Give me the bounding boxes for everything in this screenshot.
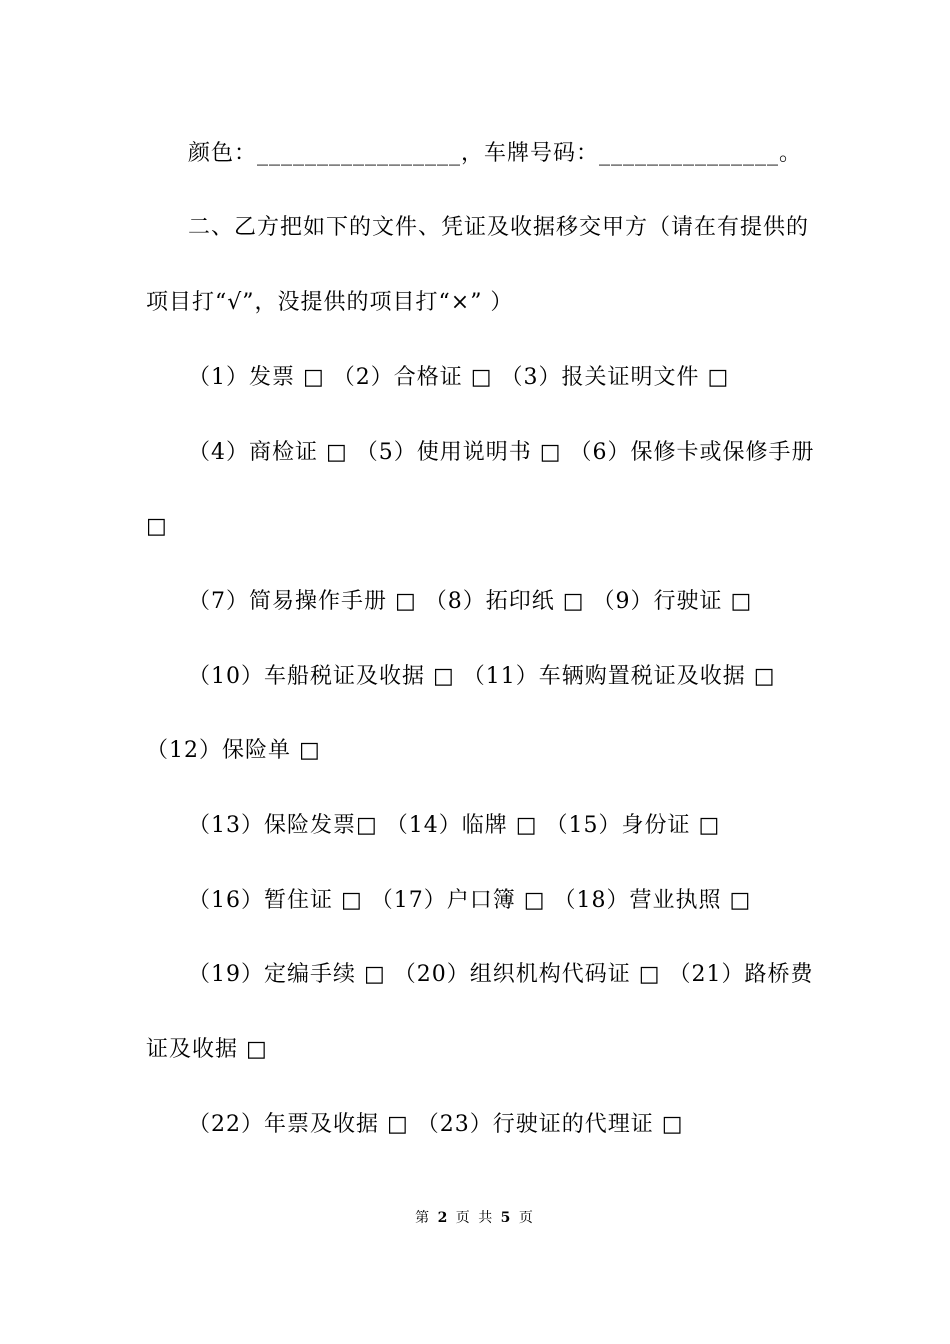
page-footer	[0, 1209, 950, 1227]
checklist-row-1: （1）发票 □ （2）合格证 □ （3）报关证明文件 □	[188, 365, 730, 390]
vehicle-color-plate-line: 颜色：_________________，车牌号码：_______________。	[188, 141, 803, 166]
checklist-row-6: （13）保险发票□ （14）临牌 □ （15）身份证 □	[188, 813, 721, 838]
checklist-row-3: （7）简易操作手册 □ （8）拓印纸 □ （9）行驶证 □	[188, 589, 753, 614]
footer-prefix: 第	[415, 1210, 432, 1226]
total-page-number: 5	[500, 1210, 513, 1226]
checklist-row-5: （12）保险单 □	[146, 738, 321, 763]
section-two-instruction: 项目打“√”，没提供的项目打“×” ）	[146, 290, 514, 315]
checklist-row-8-continued: 证及收据 □	[146, 1037, 268, 1062]
checklist-row-9: （22）年票及收据 □ （23）行驶证的代理证 □	[188, 1112, 684, 1137]
current-page-number: 2	[437, 1210, 450, 1226]
checklist-row-2: （4）商检证 □ （5）使用说明书 □ （6）保修卡或保修手册	[188, 440, 815, 465]
checklist-row-7: （16）暂住证 □ （17）户口簿 □ （18）营业执照 □	[188, 888, 752, 913]
checklist-row-2-checkbox: □	[146, 514, 168, 539]
footer-suffix: 页	[518, 1210, 535, 1226]
section-two-heading: 二、乙方把如下的文件、凭证及收据移交甲方（请在有提供的	[188, 215, 810, 240]
checklist-row-4: （10）车船税证及收据 □ （11）车辆购置税证及收据 □	[188, 664, 776, 689]
checklist-row-8: （19）定编手续 □ （20）组织机构代码证 □ （21）路桥费	[188, 962, 814, 987]
footer-middle: 页 共	[455, 1210, 495, 1226]
